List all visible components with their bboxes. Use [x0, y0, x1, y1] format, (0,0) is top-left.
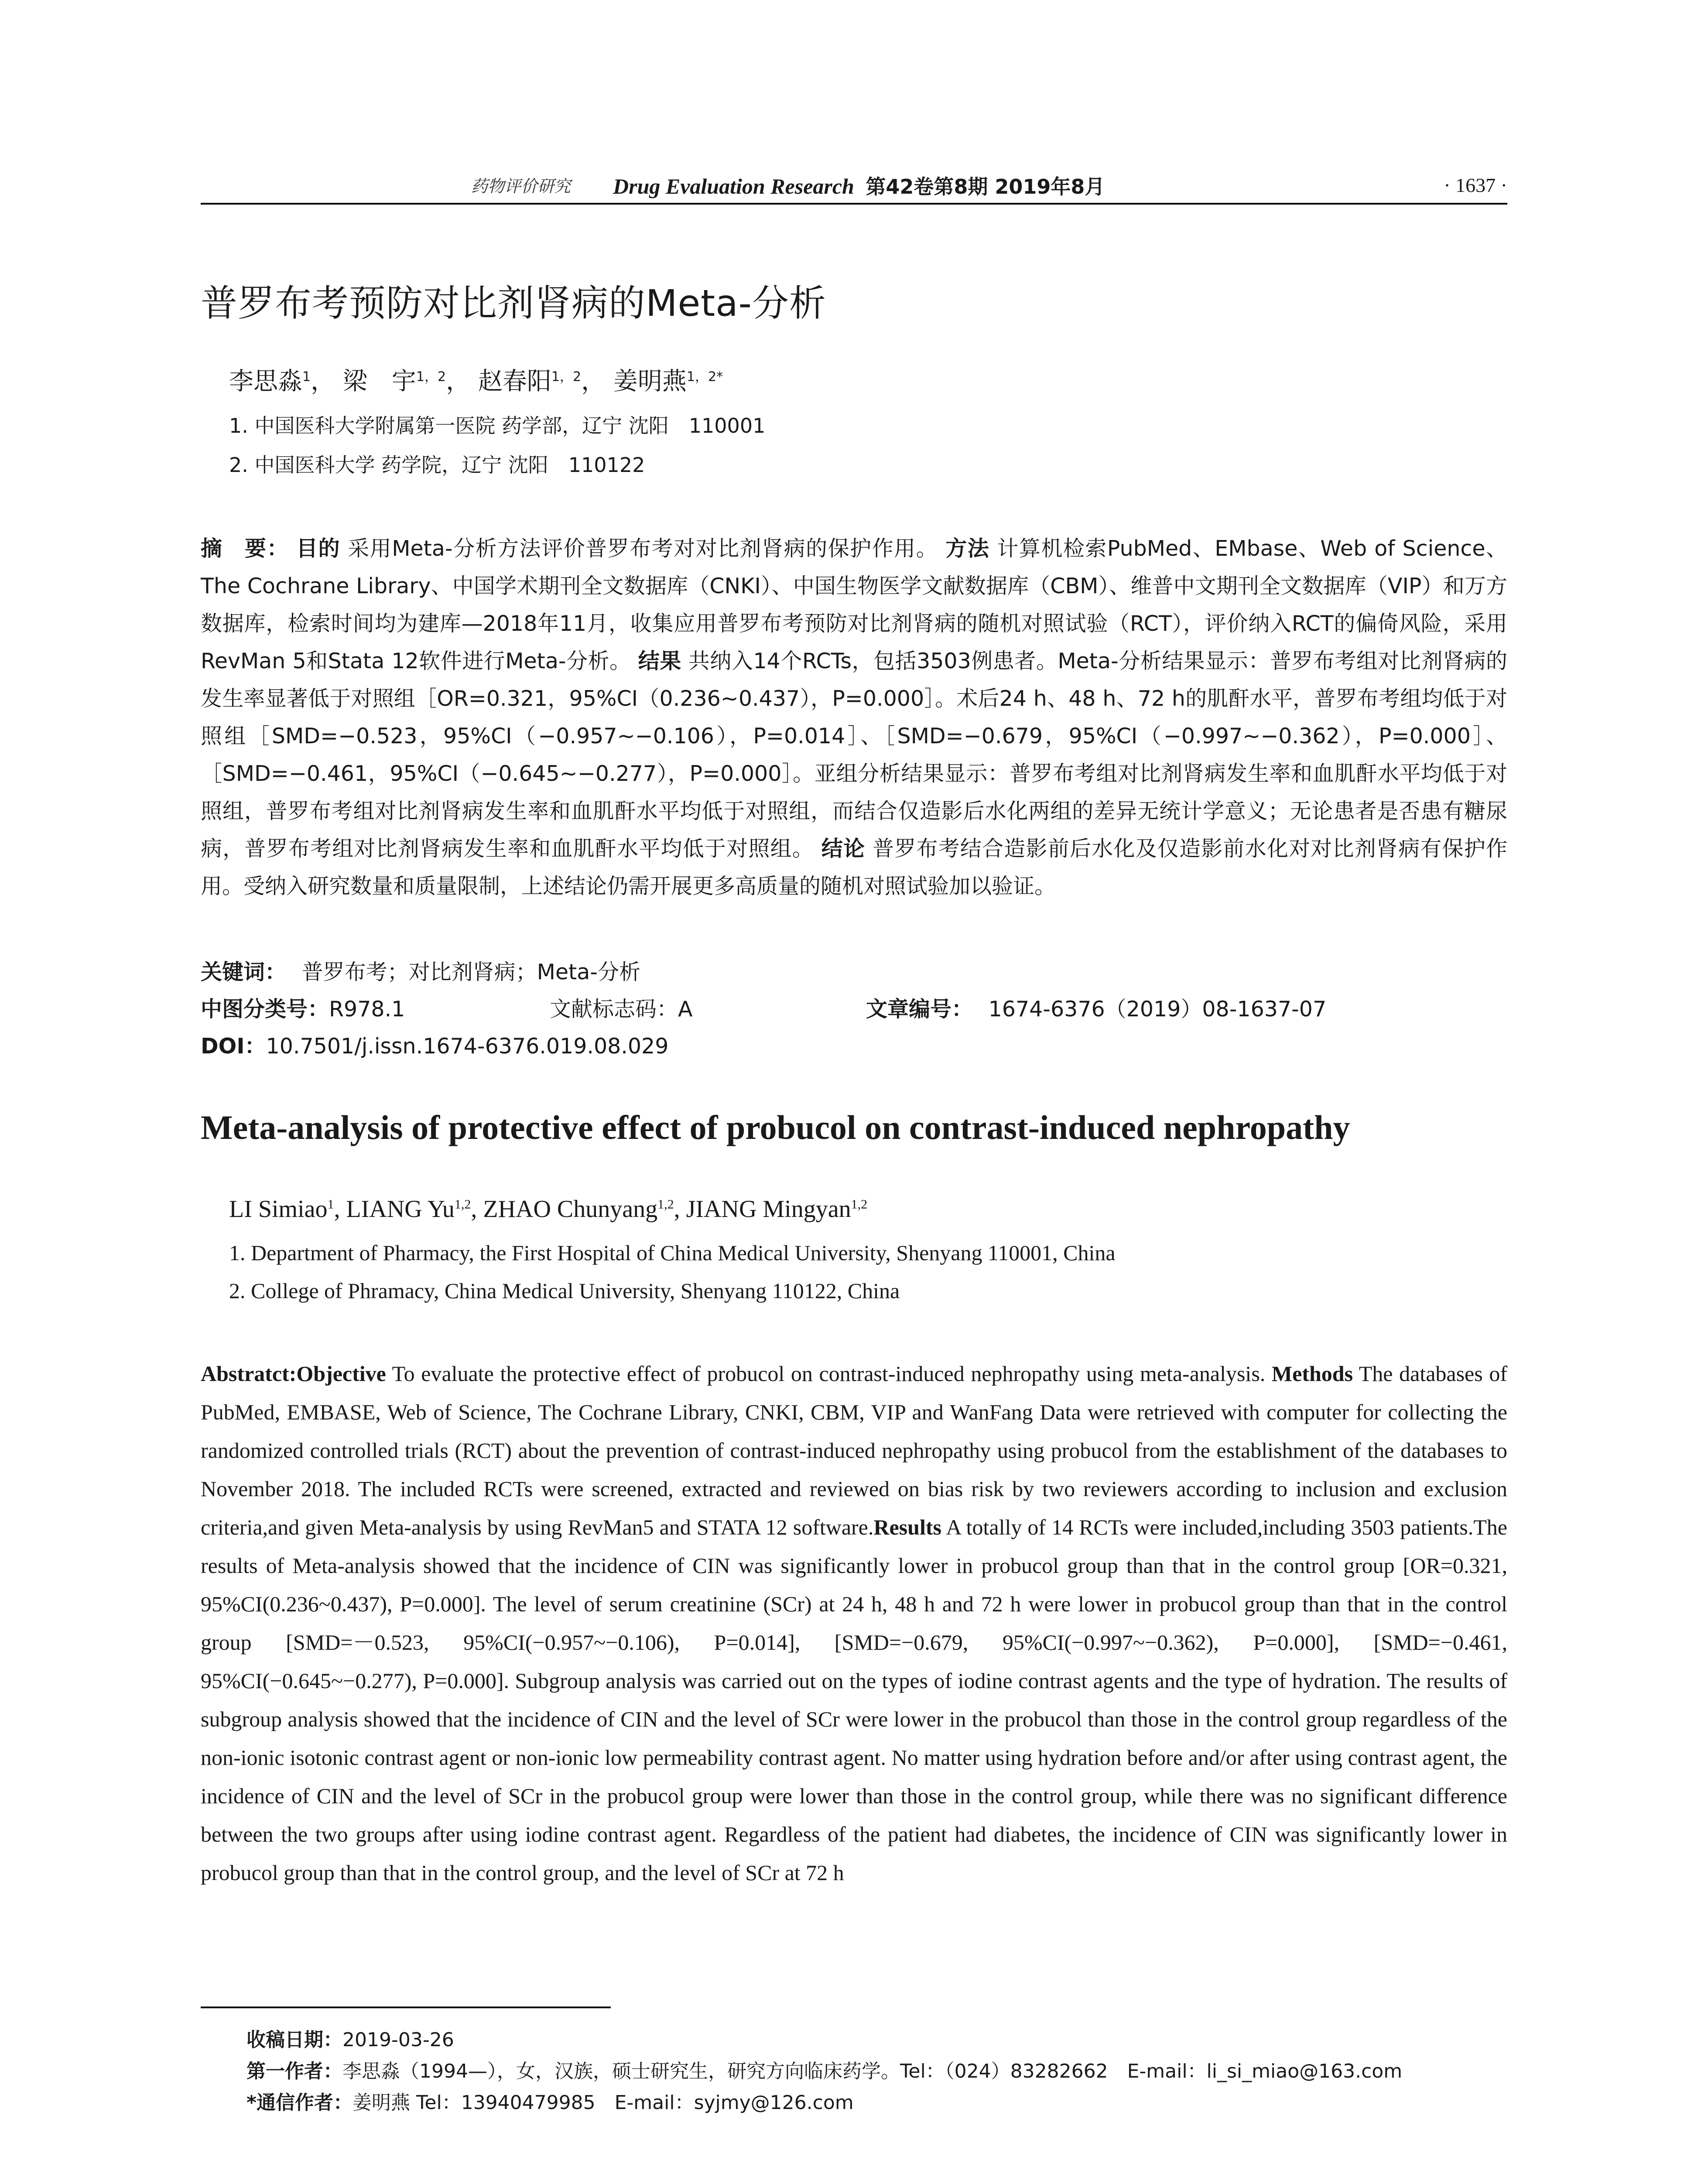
cn-keywords [201, 955, 640, 986]
received-label: 收稿日期： [246, 2029, 342, 2051]
cn-title: 普罗布考预防对比剂肾病的Meta-分析 [201, 282, 826, 325]
methods-text: The databases of PubMed, EMBASE, Web of Science, The Cochrane Library, CNKI, CBM, VIP and WanFang Data were retrieved with computer for collecting the randomized controlled trials (RCT) about the prevention of contrast-induced nephropathy using probucol from the establishment of the databases to November 2018. The included RCTs were screened, extracted and reviewed on bias risk by two reviewers according to inclusion and exclusion criteria,and given Meta-analysis by using RevMan5 and STATA 12 software. [201, 1361, 1507, 1539]
clc-value: R978.1 [329, 997, 405, 1022]
en-authors: LI Simiao$^1$, LIANG Yu$^{1,2}$, ZHAO Chunyang$^{1,2}$, JIANG Mingyan$^{1,2}$ [229, 1196, 868, 1223]
author-affil-sup: 1,2 [851, 1197, 868, 1212]
cn-affiliation-1: 1. 中国医科大学附属第一医院 药学部，辽宁 沈阳 110001 [229, 414, 766, 438]
journal-issue: 第42卷第8期 2019年8月 [866, 175, 1105, 198]
doi-label: DOI： [201, 1034, 266, 1059]
author-name: ZHAO Chunyang [483, 1196, 658, 1223]
results-label: Results [873, 1515, 941, 1539]
keywords-label: 关键词： [201, 960, 287, 985]
results-text: 共纳入14个RCTs，包括3503例患者。Meta-分析结果显示：普罗布考组对比剂肾病的发生率显著低于对照组［OR=0.321，95%CI（0.236~0.437），P=0.000］。术后24 h、48 h、72 h的肌酐水平，普罗布考组均低于对照组［SMD=−0.523，95%CI（−0.957~−0.106），P=0.014］、［SMD=−0.679，95%CI（−0.997~−0.362），P=0.000］、［SMD=−0.461，95%CI（−0.645~−0.277），P=0.000］。亚组分析结果显示：普罗布考组对比剂肾病发生率和血肌酐水平均低于对照组，普罗布考组对比剂肾病发生率和血肌酐水平均低于对照组，而结合仅造影后水化两组的差异无统计学意义；无论患者是否患有糖尿病，普罗布考组对比剂肾病发生率和血肌酐水平均低于对照组。 [201, 649, 1507, 861]
article-number [866, 992, 1326, 1023]
methods-label: 方法 [945, 536, 990, 561]
author-affil-sup: 1 [327, 1197, 334, 1212]
en-affiliation-1: 1. Department of Pharmacy, the First Hospital of China Medical University, Shenyang 110001, China [229, 1241, 1116, 1265]
corresponding-value: 姜明燕 Tel：13940479985 E-mail：syjmy@126.com [353, 2092, 854, 2114]
conclusion-text: 普罗布考结合造影前后水化及仅造影前水化对对比剂肾病有保护作用。受纳入研究数量和质量限制，上述结论仍需开展更多高质量的随机对照试验加以验证。 [201, 836, 1507, 899]
received-value: 2019-03-26 [342, 2029, 454, 2051]
cn-affiliation-2: 2. 中国医科大学 药学院，辽宁 沈阳 110122 [229, 453, 645, 477]
corresponding-author-note [246, 2087, 854, 2115]
cn-authors: 李思淼$^1$， 梁 宇$^{1,2}$， 赵春阳$^{1,2}$， 姜明燕$^{1,2*}$ [229, 367, 723, 396]
author-name: JIANG Mingyan [686, 1196, 851, 1223]
author-name: 赵春阳 [478, 367, 551, 396]
author-affil-sup: 1 [302, 369, 311, 385]
author-affil-sup: 1,2 [657, 1197, 674, 1212]
doi-value: 10.7501/j.issn.1674-6376.019.08.029 [266, 1034, 669, 1059]
clc-label: 中图分类号： [201, 997, 329, 1022]
received-date [246, 2024, 454, 2052]
page-number: · 1637 · [1444, 174, 1507, 196]
doc-code-label: 文献标志码： [550, 997, 678, 1022]
en-title: Meta-analysis of protective effect of probucol on contrast-induced nephropathy [201, 1108, 1350, 1146]
results-text: A totally of 14 RCTs were included,including 3503 patients.The results of Meta-analysis showed that the incidence of CIN was significantly lower in probucol group than that in the control group [OR=0.321, 95%CI(0.236~0.437), P=0.000]. The level of serum creatinine (SCr) at 24 h, 48 h and 72 h were lower in probucol group than that in the control group [SMD=－0.523, 95%CI(−0.957~−0.106), P=0.014], [SMD=−0.679, 95%CI(−0.997~−0.362), P=0.000], [SMD=−0.461, 95%CI(−0.645~−0.277), P=0.000]. Subgroup analysis was carried out on the types of iodine contrast agents and the type of hydration. The results of subgroup analysis showed that the incidence of CIN and the level of SCr were lower in the probucol than those in the control group regardless of the non-ionic isotonic contrast agent or non-ionic low permeability contrast agent. No matter using hydration before and/or after using contrast agent, the incidence of CIN and the level of SCr in the probucol group were lower than those in the control group, while there was no significant difference between the two groups after using iodine contrast agent. Regardless of the patient had diabetes, the incidence of CIN was significantly lower in probucol group than that in the control group, and the level of SCr at 72 h [201, 1515, 1507, 1885]
conclusion-label: 结论 [821, 836, 866, 861]
journal-name: Drug Evaluation Research [613, 174, 854, 198]
objective-text: 采用Meta-分析方法评价普罗布考对对比剂肾病的保护作用。 [348, 536, 938, 561]
author-name: LI Simiao [229, 1196, 328, 1223]
author-name: 姜明燕 [613, 367, 687, 396]
author-affil-sup: 1，2* [686, 369, 723, 385]
en-affiliation-2: 2. College of Phramacy, China Medical University, Shenyang 110122, China [229, 1279, 900, 1303]
footnote-rule [201, 2007, 611, 2008]
methods-label: Methods [1271, 1361, 1353, 1386]
author-affil-sup: 1，2 [551, 369, 582, 385]
author-affil-sup: 1，2 [416, 369, 446, 385]
abstract-label: Abstratct: [201, 1361, 297, 1386]
header-rule [201, 203, 1507, 205]
doc-code-value: A [678, 997, 693, 1022]
journal-header [613, 171, 1105, 200]
doi [201, 1029, 668, 1060]
article-no-value: 1674-6376（2019）08-1637-07 [988, 997, 1327, 1022]
first-author-note [246, 2055, 1402, 2083]
objective-label: Objective [296, 1361, 386, 1386]
author-name: 李思淼 [229, 367, 302, 396]
keywords-text: 普罗布考；对比剂肾病；Meta-分析 [301, 960, 640, 985]
abstract-label: 摘 要： [201, 536, 289, 561]
cn-abstract [201, 530, 1507, 905]
author-affil-sup: 1,2 [454, 1197, 471, 1212]
author-name: 梁 宇 [342, 367, 416, 396]
first-author-label: 第一作者： [246, 2060, 342, 2082]
corresponding-label: *通信作者： [246, 2092, 353, 2114]
methods-text: 计算机检索PubMed、EMbase、Web of Science、The Cochrane Library、中国学术期刊全文数据库（CNKI）、中国生物医学文献数据库（CBM）、维普中文期刊全文数据库（VIP）和万方数据库，检索时间均为建库—2018年11月，收集应用普罗布考预防对比剂肾病的随机对照试验（RCT），评价纳入RCT的偏倚风险，采用RevMan 5和Stata 12软件进行Meta-分析。 [201, 536, 1508, 673]
en-abstract [201, 1354, 1507, 1892]
results-label: 结果 [638, 649, 681, 673]
objective-text: To evaluate the protective effect of probucol on contrast-induced nephropathy using meta-analysis. [386, 1361, 1272, 1386]
article-no-label: 文章编号： [866, 997, 973, 1022]
doc-code [550, 992, 693, 1023]
first-author-value: 李思淼（1994—），女，汉族，硕士研究生，研究方向临床药学。Tel：（024）83282662 E-mail：li_si_miao@163.com [342, 2060, 1403, 2082]
objective-label: 目的 [296, 536, 341, 561]
journal-logo: 药物评价研究 [471, 177, 571, 196]
author-name: LIANG Yu [346, 1196, 455, 1223]
clc-number [201, 992, 405, 1023]
